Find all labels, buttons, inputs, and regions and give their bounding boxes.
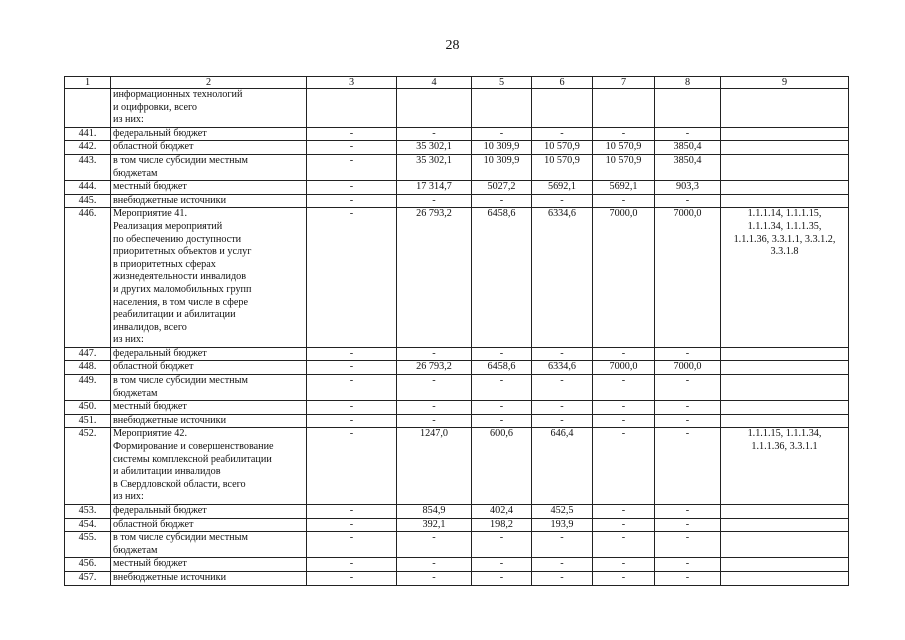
row-number-cell: 453.	[65, 505, 111, 519]
row-name-cell	[111, 518, 307, 532]
row-name-cell	[111, 375, 307, 401]
value-cell: -	[532, 414, 593, 428]
row-name-line: системы комплексной реабилитации	[113, 453, 272, 465]
value-cell: 6458,6	[472, 208, 532, 348]
row-name-cell	[111, 89, 307, 128]
value-cell: -	[397, 571, 472, 585]
target-refs-cell	[721, 401, 849, 415]
table-row	[65, 361, 849, 375]
value-cell: -	[655, 401, 721, 415]
value-cell: -	[397, 127, 472, 141]
row-name-line: бюджетам	[113, 167, 158, 179]
target-refs-cell	[721, 194, 849, 208]
row-name-cell	[111, 558, 307, 572]
target-refs-cell	[721, 558, 849, 572]
value-cell: -	[307, 194, 397, 208]
value-cell: -	[593, 347, 655, 361]
column-number: 5	[472, 77, 532, 89]
row-number-cell: 456.	[65, 558, 111, 572]
value-cell: -	[307, 558, 397, 572]
value-cell: -	[397, 414, 472, 428]
value-cell: 5027,2	[472, 181, 532, 195]
value-cell: -	[307, 532, 397, 558]
table-row	[65, 194, 849, 208]
column-number: 1	[65, 77, 111, 89]
value-cell: -	[472, 532, 532, 558]
value-cell: -	[655, 505, 721, 519]
table-row	[65, 181, 849, 195]
page-number: 28	[445, 38, 460, 53]
value-cell	[472, 89, 532, 128]
value-cell: 3850,4	[655, 141, 721, 155]
row-name-line: внебюджетные источники	[113, 571, 227, 583]
row-number-cell: 445.	[65, 194, 111, 208]
table-row	[65, 141, 849, 155]
value-cell: -	[472, 375, 532, 401]
target-ref-line: 3.3.1.8	[770, 246, 799, 258]
value-cell: -	[532, 532, 593, 558]
value-cell: -	[593, 127, 655, 141]
value-cell: -	[307, 401, 397, 415]
row-name-line: инвалидов, всего	[113, 321, 187, 333]
table-row	[65, 347, 849, 361]
row-name-cell	[111, 181, 307, 195]
value-cell: 452,5	[532, 505, 593, 519]
value-cell: -	[397, 401, 472, 415]
row-name-cell	[111, 347, 307, 361]
table-row	[65, 518, 849, 532]
row-number-cell: 450.	[65, 401, 111, 415]
target-refs-cell	[721, 181, 849, 195]
row-number-cell: 442.	[65, 141, 111, 155]
column-number: 8	[655, 77, 721, 89]
value-cell: -	[655, 518, 721, 532]
value-cell: 7000,0	[593, 208, 655, 348]
target-refs-cell	[721, 375, 849, 401]
row-name-cell	[111, 361, 307, 375]
target-refs-cell	[721, 127, 849, 141]
value-cell: -	[655, 558, 721, 572]
value-cell: 10 570,9	[532, 154, 593, 180]
row-name-line: областной бюджет	[113, 141, 194, 153]
value-cell: -	[307, 154, 397, 180]
value-cell: 198,2	[472, 518, 532, 532]
row-name-line: из них:	[113, 114, 144, 126]
value-cell: -	[307, 571, 397, 585]
target-refs-cell	[721, 532, 849, 558]
value-cell: -	[307, 518, 397, 532]
value-cell: -	[532, 571, 593, 585]
value-cell: -	[593, 428, 655, 505]
table-row	[65, 414, 849, 428]
value-cell: -	[655, 414, 721, 428]
row-number-cell: 446.	[65, 208, 111, 348]
target-refs-cell	[721, 89, 849, 128]
row-name-line: местный бюджет	[113, 401, 187, 413]
value-cell: -	[532, 375, 593, 401]
row-number-cell: 449.	[65, 375, 111, 401]
value-cell: 903,3	[655, 181, 721, 195]
table-row	[65, 208, 849, 348]
row-name-line: и абилитации инвалидов	[113, 466, 221, 478]
row-name-cell	[111, 127, 307, 141]
row-name-line: и других маломобильных групп	[113, 283, 252, 295]
row-name-line: в том числе субсидии местным	[113, 154, 248, 166]
value-cell: 7000,0	[655, 361, 721, 375]
row-name-line: из них:	[113, 491, 144, 503]
row-name-cell	[111, 414, 307, 428]
table-row	[65, 428, 849, 505]
row-name-line: Реализация мероприятий	[113, 220, 223, 232]
target-refs-cell	[721, 154, 849, 180]
table-row	[65, 89, 849, 128]
target-refs-cell	[721, 361, 849, 375]
row-number-cell: 457.	[65, 571, 111, 585]
row-number-cell: 444.	[65, 181, 111, 195]
table-row	[65, 154, 849, 180]
target-refs-cell	[721, 505, 849, 519]
value-cell: 17 314,7	[397, 181, 472, 195]
value-cell: -	[655, 428, 721, 505]
row-name-line: Мероприятие 42.	[113, 428, 188, 440]
value-cell: -	[472, 401, 532, 415]
value-cell: -	[307, 347, 397, 361]
row-name-line: жизнедеятельности инвалидов	[113, 271, 247, 283]
value-cell: -	[397, 347, 472, 361]
row-name-cell	[111, 428, 307, 505]
row-name-cell	[111, 141, 307, 155]
value-cell	[532, 89, 593, 128]
row-number-cell: 447.	[65, 347, 111, 361]
row-name-cell	[111, 505, 307, 519]
row-name-line: населения, в том числе в сфере	[113, 296, 248, 308]
value-cell: 3850,4	[655, 154, 721, 180]
row-name-cell	[111, 401, 307, 415]
row-name-line: в приоритетных сферах	[113, 258, 216, 270]
value-cell: -	[593, 375, 655, 401]
value-cell: -	[655, 532, 721, 558]
row-name-line: в Свердловской области, всего	[113, 478, 246, 490]
value-cell: -	[307, 127, 397, 141]
value-cell: -	[593, 194, 655, 208]
value-cell: -	[655, 194, 721, 208]
value-cell: -	[655, 375, 721, 401]
table-row	[65, 571, 849, 585]
value-cell: -	[593, 414, 655, 428]
value-cell: -	[593, 571, 655, 585]
value-cell: 1247,0	[397, 428, 472, 505]
value-cell: -	[397, 532, 472, 558]
value-cell: -	[472, 571, 532, 585]
row-number-cell: 448.	[65, 361, 111, 375]
row-name-line: в том числе субсидии местным	[113, 532, 248, 544]
row-name-line: информационных технологий	[113, 89, 243, 100]
table-row	[65, 375, 849, 401]
value-cell: 10 570,9	[593, 154, 655, 180]
value-cell: 10 309,9	[472, 141, 532, 155]
value-cell: -	[397, 194, 472, 208]
target-ref-line: 1.1.1.36, 3.3.1.1, 3.3.1.2,	[733, 233, 836, 245]
row-name-cell	[111, 571, 307, 585]
value-cell: -	[307, 375, 397, 401]
budget-table	[64, 76, 849, 586]
value-cell: -	[593, 401, 655, 415]
value-cell: 26 793,2	[397, 361, 472, 375]
row-name-line: из них:	[113, 334, 144, 346]
row-name-line: в том числе субсидии местным	[113, 375, 248, 387]
value-cell: 5692,1	[532, 181, 593, 195]
row-number-cell: 454.	[65, 518, 111, 532]
target-refs-cell	[721, 518, 849, 532]
value-cell: -	[593, 518, 655, 532]
row-number-cell: 452.	[65, 428, 111, 505]
value-cell: 10 570,9	[593, 141, 655, 155]
row-name-line: бюджетам	[113, 387, 158, 399]
value-cell: 402,4	[472, 505, 532, 519]
value-cell: 646,4	[532, 428, 593, 505]
value-cell: 854,9	[397, 505, 472, 519]
row-number-cell: 455.	[65, 532, 111, 558]
value-cell: -	[593, 505, 655, 519]
column-number: 3	[307, 77, 397, 89]
table-row	[65, 127, 849, 141]
value-cell: -	[532, 401, 593, 415]
column-number: 9	[721, 77, 849, 89]
column-number: 6	[532, 77, 593, 89]
row-number-cell: 451.	[65, 414, 111, 428]
row-number-cell: 443.	[65, 154, 111, 180]
row-name-line: и оцифровки, всего	[113, 101, 198, 113]
value-cell: -	[307, 361, 397, 375]
value-cell: -	[655, 347, 721, 361]
value-cell	[593, 89, 655, 128]
value-cell: 26 793,2	[397, 208, 472, 348]
value-cell: 392,1	[397, 518, 472, 532]
value-cell: 6334,6	[532, 361, 593, 375]
value-cell: -	[593, 558, 655, 572]
value-cell: 5692,1	[593, 181, 655, 195]
target-refs-cell	[721, 141, 849, 155]
value-cell: -	[307, 428, 397, 505]
value-cell: 10 309,9	[472, 154, 532, 180]
row-number-cell: 441.	[65, 127, 111, 141]
row-name-line: федеральный бюджет	[113, 505, 207, 516]
row-name-line: реабилитации и абилитации	[113, 309, 236, 321]
row-name-line: внебюджетные источники	[113, 414, 227, 426]
value-cell: -	[307, 208, 397, 348]
value-cell: -	[532, 558, 593, 572]
column-number: 7	[593, 77, 655, 89]
row-name-cell	[111, 208, 307, 348]
row-number-cell	[65, 89, 111, 128]
row-name-line: местный бюджет	[113, 181, 187, 193]
value-cell: -	[655, 127, 721, 141]
row-name-cell	[111, 154, 307, 180]
row-name-line: бюджетам	[113, 544, 158, 556]
column-number-row	[65, 77, 849, 89]
value-cell: 10 570,9	[532, 141, 593, 155]
value-cell: -	[593, 532, 655, 558]
column-number: 4	[397, 77, 472, 89]
value-cell: -	[472, 347, 532, 361]
target-ref-line: 1.1.1.34, 1.1.1.35,	[747, 220, 822, 232]
value-cell: -	[307, 414, 397, 428]
value-cell: -	[655, 571, 721, 585]
target-refs-cell	[721, 571, 849, 585]
target-refs-cell	[721, 428, 849, 505]
value-cell: 6458,6	[472, 361, 532, 375]
column-number: 2	[111, 77, 307, 89]
row-name-cell	[111, 532, 307, 558]
target-refs-cell	[721, 347, 849, 361]
value-cell: -	[472, 414, 532, 428]
value-cell: -	[532, 194, 593, 208]
target-ref-line: 1.1.1.14, 1.1.1.15,	[747, 208, 822, 220]
table-row	[65, 401, 849, 415]
value-cell: 35 302,1	[397, 154, 472, 180]
target-refs-cell	[721, 208, 849, 348]
row-name-line: областной бюджет	[113, 518, 194, 530]
table-row	[65, 558, 849, 572]
value-cell	[397, 89, 472, 128]
target-ref-line: 1.1.1.36, 3.3.1.1	[751, 441, 818, 453]
target-ref-line: 1.1.1.15, 1.1.1.34,	[747, 428, 822, 440]
value-cell: 7000,0	[593, 361, 655, 375]
value-cell: 193,9	[532, 518, 593, 532]
target-refs-cell	[721, 414, 849, 428]
value-cell	[307, 89, 397, 128]
row-name-line: федеральный бюджет	[113, 347, 207, 359]
row-name-line: приоритетных объектов и услуг	[113, 246, 252, 258]
value-cell: 35 302,1	[397, 141, 472, 155]
value-cell: -	[532, 127, 593, 141]
table-row	[65, 532, 849, 558]
row-name-line: внебюджетные источники	[113, 194, 227, 206]
row-name-line: Формирование и совершенствование	[113, 441, 274, 453]
value-cell: -	[472, 194, 532, 208]
value-cell: -	[307, 505, 397, 519]
value-cell: -	[472, 127, 532, 141]
value-cell: 7000,0	[655, 208, 721, 348]
row-name-line: Мероприятие 41.	[113, 208, 188, 220]
value-cell	[655, 89, 721, 128]
value-cell: 600,6	[472, 428, 532, 505]
value-cell: 6334,6	[532, 208, 593, 348]
value-cell: -	[307, 181, 397, 195]
row-name-line: федеральный бюджет	[113, 127, 207, 139]
row-name-line: по обеспечению доступности	[113, 233, 242, 245]
value-cell: -	[472, 558, 532, 572]
value-cell: -	[397, 375, 472, 401]
row-name-cell	[111, 194, 307, 208]
table-row	[65, 505, 849, 519]
row-name-line: областной бюджет	[113, 361, 194, 373]
row-name-line: местный бюджет	[113, 558, 187, 570]
value-cell: -	[307, 141, 397, 155]
value-cell: -	[532, 347, 593, 361]
value-cell: -	[397, 558, 472, 572]
